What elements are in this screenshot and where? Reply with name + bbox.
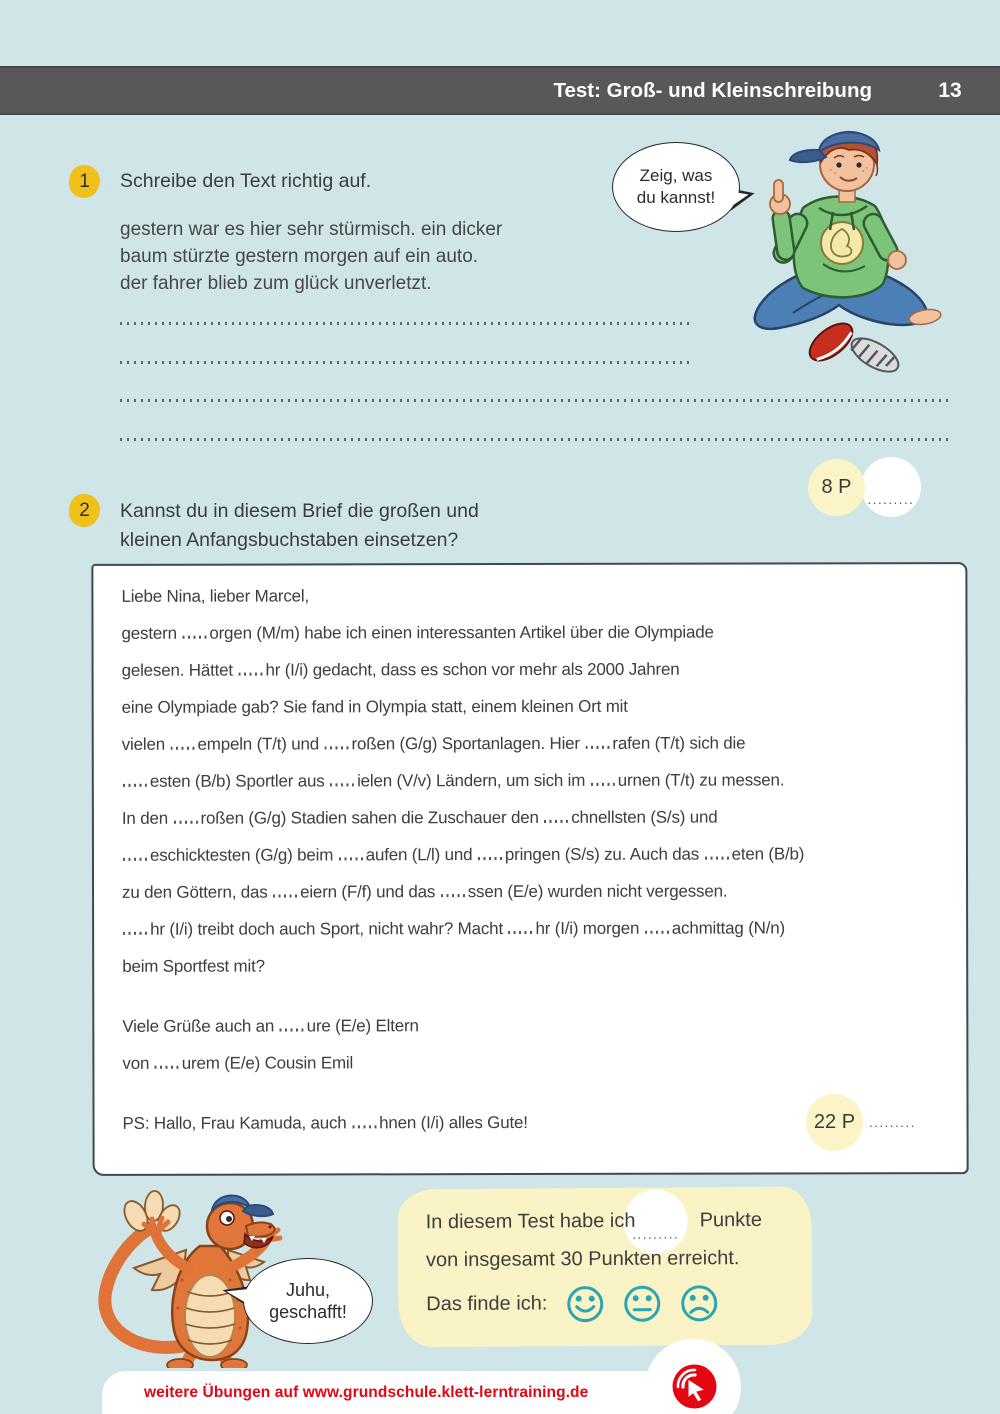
letter-line: In den roßen (G/g) Stadien sahen die Zuschauer den chnellsten (S/s) und [121, 807, 718, 828]
fill-in-blank[interactable] [155, 1066, 179, 1069]
letter-line: hr (I/i) treibt doch auch Sport, nicht wahr? Macht hr (I/i) morgen achmittag (N/n) [122, 909, 944, 948]
points-entry-dots: ......... [867, 492, 915, 507]
fill-in-blank[interactable] [280, 1028, 304, 1031]
speech-bubble-boy [612, 142, 740, 232]
task1-text-line: gestern war es hier sehr stürmisch. ein dicker [120, 219, 503, 240]
score-text-rating: Das finde ich: [426, 1292, 548, 1316]
task1-text [120, 216, 502, 297]
fill-in-blank[interactable] [330, 783, 354, 786]
score-box [397, 1187, 812, 1348]
page-number: 13 [938, 79, 962, 102]
fill-in-blank[interactable] [585, 746, 609, 749]
letter-body [121, 576, 944, 985]
task2-prompt-line: kleinen Anfangsbuchstaben einsetzen? [120, 529, 459, 551]
page-title: Test: Groß- und Kleinschreibung [553, 79, 872, 102]
speech-bubble-tail [225, 1285, 251, 1304]
task1-text-line: baum stürzte gestern morgen auf ein auto. [120, 246, 479, 267]
fill-in-blank[interactable] [123, 932, 147, 935]
points-entry-task1[interactable] [861, 457, 921, 517]
fill-in-blank[interactable] [441, 894, 465, 897]
fill-in-blank[interactable] [705, 857, 729, 860]
fill-in-blank[interactable] [273, 894, 297, 897]
score-text-before: In diesem Test habe ich [425, 1209, 636, 1234]
score-entry-dots: ......... [632, 1226, 680, 1242]
click-cursor-icon[interactable] [671, 1363, 718, 1410]
letter-line: eschicktesten (G/g) beim aufen (L/l) und pringen (S/s) zu. Auch das eten (B/b) [122, 835, 944, 874]
smiley-happy-icon[interactable] [565, 1284, 605, 1324]
smiley-sad-icon[interactable] [679, 1283, 719, 1323]
letter-line: beim Sportfest mit? [122, 956, 265, 976]
fill-in-blank[interactable] [352, 1125, 376, 1128]
letter-line: zu den Göttern, das eiern (F/f) und das ssen (E/e) wurden nicht vergessen. [122, 881, 728, 902]
points-entry-task2[interactable]: ......... [869, 1115, 916, 1130]
fill-in-blank[interactable] [339, 857, 363, 860]
speech-bubble-text: du kannst! [636, 188, 716, 207]
boy-character-illustration [735, 112, 950, 397]
fill-in-blank[interactable] [591, 783, 615, 786]
letter-line: vielen empeln (T/t) und roßen (G/g) Sportanlagen. Hier rafen (T/t) sich die [121, 733, 746, 754]
points-badge-task2: 22 P [806, 1094, 863, 1151]
task2-prompt [120, 497, 479, 555]
letter-closing [122, 1006, 944, 1082]
fill-in-blank[interactable] [123, 858, 147, 861]
letter-line: Viele Grüße auch an ure (E/e) Eltern [122, 1016, 419, 1036]
task1-badge: 1 [69, 165, 100, 198]
fill-in-blank[interactable] [182, 636, 206, 639]
score-text-after: Punkte [699, 1208, 763, 1232]
fill-in-blank[interactable] [170, 747, 194, 750]
task1-text-line: der fahrer blieb zum glück unverletzt. [120, 273, 432, 294]
fill-in-blank[interactable] [173, 821, 197, 824]
fill-in-blank[interactable] [478, 857, 502, 860]
letter-line: PS: Hallo, Frau Kamuda, auch hnen (I/i) alles Gute! [122, 1113, 528, 1133]
speech-bubble-text: Juhu, [285, 1280, 331, 1300]
fill-in-blank[interactable] [123, 784, 147, 787]
answer-line[interactable] [120, 399, 950, 402]
points-badge-task1: 8 P [808, 459, 865, 516]
speech-bubble-tail [726, 188, 750, 209]
letter-line: gelesen. Hättet hr (I/i) gedacht, dass es schon vor mehr als 2000 Jahren [121, 659, 680, 680]
task2-badge: 2 [69, 494, 100, 527]
task2-prompt-line: Kannst du in diesem Brief die großen und [120, 500, 479, 522]
header-bar [0, 66, 1000, 115]
footer-link[interactable]: weitere Übungen auf www.grundschule.klett-lerntraining.de [144, 1384, 589, 1401]
speech-bubble-text: Zeig, was [639, 166, 713, 185]
smiley-neutral-icon[interactable] [622, 1284, 662, 1324]
answer-line[interactable] [120, 361, 690, 364]
fill-in-blank[interactable] [544, 820, 568, 823]
speech-bubble-dragon [243, 1258, 373, 1344]
fill-in-blank[interactable] [508, 931, 532, 934]
speech-bubble-text: geschafft! [269, 1302, 347, 1322]
fill-in-blank[interactable] [238, 673, 262, 676]
letter-line: esten (B/b) Sportler aus ielen (V/v) Ländern, um sich im urnen (T/t) zu messen. [122, 761, 944, 800]
letter-card [91, 562, 968, 1176]
letter-line: gestern orgen (M/m) habe ich einen interessanten Artikel über die Olympiade [121, 622, 714, 643]
answer-line[interactable] [120, 438, 950, 441]
score-text-total: von insgesamt 30 Punkten erreicht. [425, 1247, 740, 1272]
fill-in-blank[interactable] [645, 931, 669, 934]
letter-line: eine Olympiade gab? Sie fand in Olympia statt, einem kleinen Ort mit [121, 696, 628, 717]
task1-prompt: Schreibe den Text richtig auf. [120, 170, 372, 192]
letter-line: von urem (E/e) Cousin Emil [122, 1053, 354, 1073]
fill-in-blank[interactable] [325, 746, 349, 749]
letter-line: Liebe Nina, lieber Marcel, [121, 586, 310, 606]
answer-line[interactable] [120, 322, 690, 325]
footer-bar [102, 1371, 730, 1414]
